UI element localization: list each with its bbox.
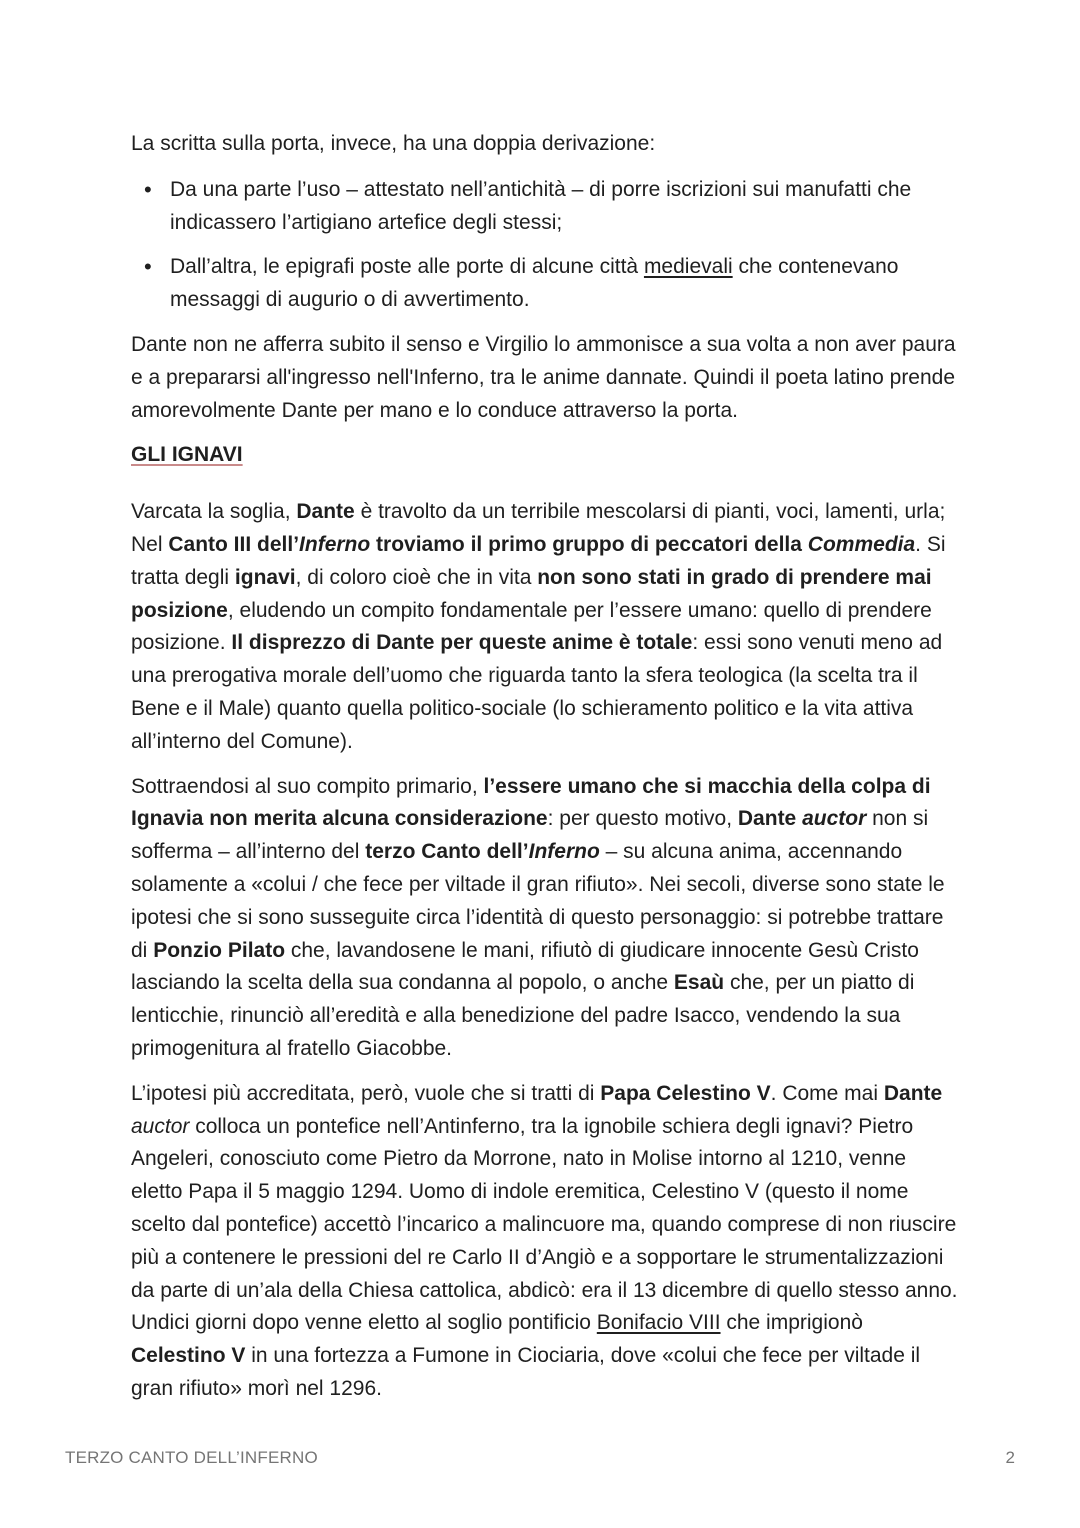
footer-title: TERZO CANTO DELL’INFERNO (65, 1448, 318, 1467)
medievali-link[interactable]: medievali (643, 255, 733, 279)
intro-paragraph: La scritta sulla porta, invece, ha una doppia derivazione: (131, 132, 656, 155)
body-paragraph: Dante non ne afferra subito il senso e Virgilio lo ammonisce a sua volta a non aver paura e a prepararsi all'ingresso nell'Inferno, tra le anime dannate. Quindi il poeta latino prende amorevolmente Dante per mano e lo conduce attraverso la porta. (131, 332, 956, 422)
body-paragraph: Sottraendosi al suo compito primario, l’essere umano che si macchia della colpa di Ignavia non merita alcuna considerazione: per questo motivo, Dante auctor non si sofferma – all’interno del terzo Canto dell’Inferno – su alcuna anima, accennando solamente a «colui / che fece per viltade il gran rifiuto». Nei secoli, diverse sono state le ipotesi che si sono susseguite circa l’identità di questo personaggio: si potrebbe trattare di Ponzio Pilato che, lavandosene le mani, rifiutò di giudicare innocente Gesù Cristo lasciando la scelta della sua condanna al popolo, o anche Esaù che, per un piatto di lenticchie, rinunciò all’eredità e alla benedizione del padre Isacco, vendendo la sua primogenitura al fratello Giacobbe. (131, 774, 945, 1060)
section-heading: GLI IGNAVI (131, 443, 243, 467)
page-number: 2 (1005, 1448, 1015, 1467)
list-item: • Da una parte l’uso – attestato nell’antichità – di porre iscrizioni sui manufatti che indicassero l’artigiano artefice degli stessi; (170, 174, 961, 240)
page-content (131, 128, 961, 1418)
list-item: • Dall’altra, le epigrafi poste alle porte di alcune città medievali che contenevano messaggi di augurio o di avvertimento. (170, 251, 961, 317)
body-paragraph: L’ipotesi più accreditata, però, vuole che si tratti di Papa Celestino V. Come mai Dante auctor colloca un pontefice nell’Antinferno, tra la ignobile schiera degli ignavi? Pietro Angeleri, conosciuto come Pietro da Morrone, nato in Molise intorno al 1210, venne eletto Papa il 5 maggio 1294. Uomo di indole eremitica, Celestino V (questo il nome scelto dal pontefice) accettò l’incarico a malincuore ma, quando comprese di non riuscire più a contenere le pressioni del re Carlo II d’Angiò e a sopportare le strumentalizzazioni da parte di un’ala della Chiesa cattolica, abdicò: era il 13 dicembre di quello stesso anno. Undici giorni dopo venne eletto al soglio pontificio Bonifacio VIII che imprigionò Celestino V in una fortezza a Fumone in Ciociaria, dove «colui che fece per viltade il gran rifiuto» morì nel 1296. (131, 1081, 958, 1400)
section-heading-wrap (131, 439, 961, 484)
body-paragraph: Varcata la soglia, Dante è travolto da un terribile mescolarsi di pianti, voci, lamenti, urla; Nel Canto III dell’Inferno troviamo il primo gruppo di peccatori della Commedia. Si tratta degli ignavi, di coloro cioè che in vita non sono stati in grado di prendere mai posizione, eludendo un compito fondamentale per l’essere umano: quello di prendere posizione. Il disprezzo di Dante per queste anime è totale: essi sono venuti meno ad una prerogativa morale dell’uomo che riguarda tanto la sfera teologica (la scelta tra il Bene e il Male) quanto quella politico-sociale (lo schieramento politico e la vita attiva all’interno del Comune). (131, 500, 946, 753)
derivation-list (131, 174, 961, 317)
bonifacio-link[interactable]: Bonifacio VIII (596, 1311, 721, 1335)
